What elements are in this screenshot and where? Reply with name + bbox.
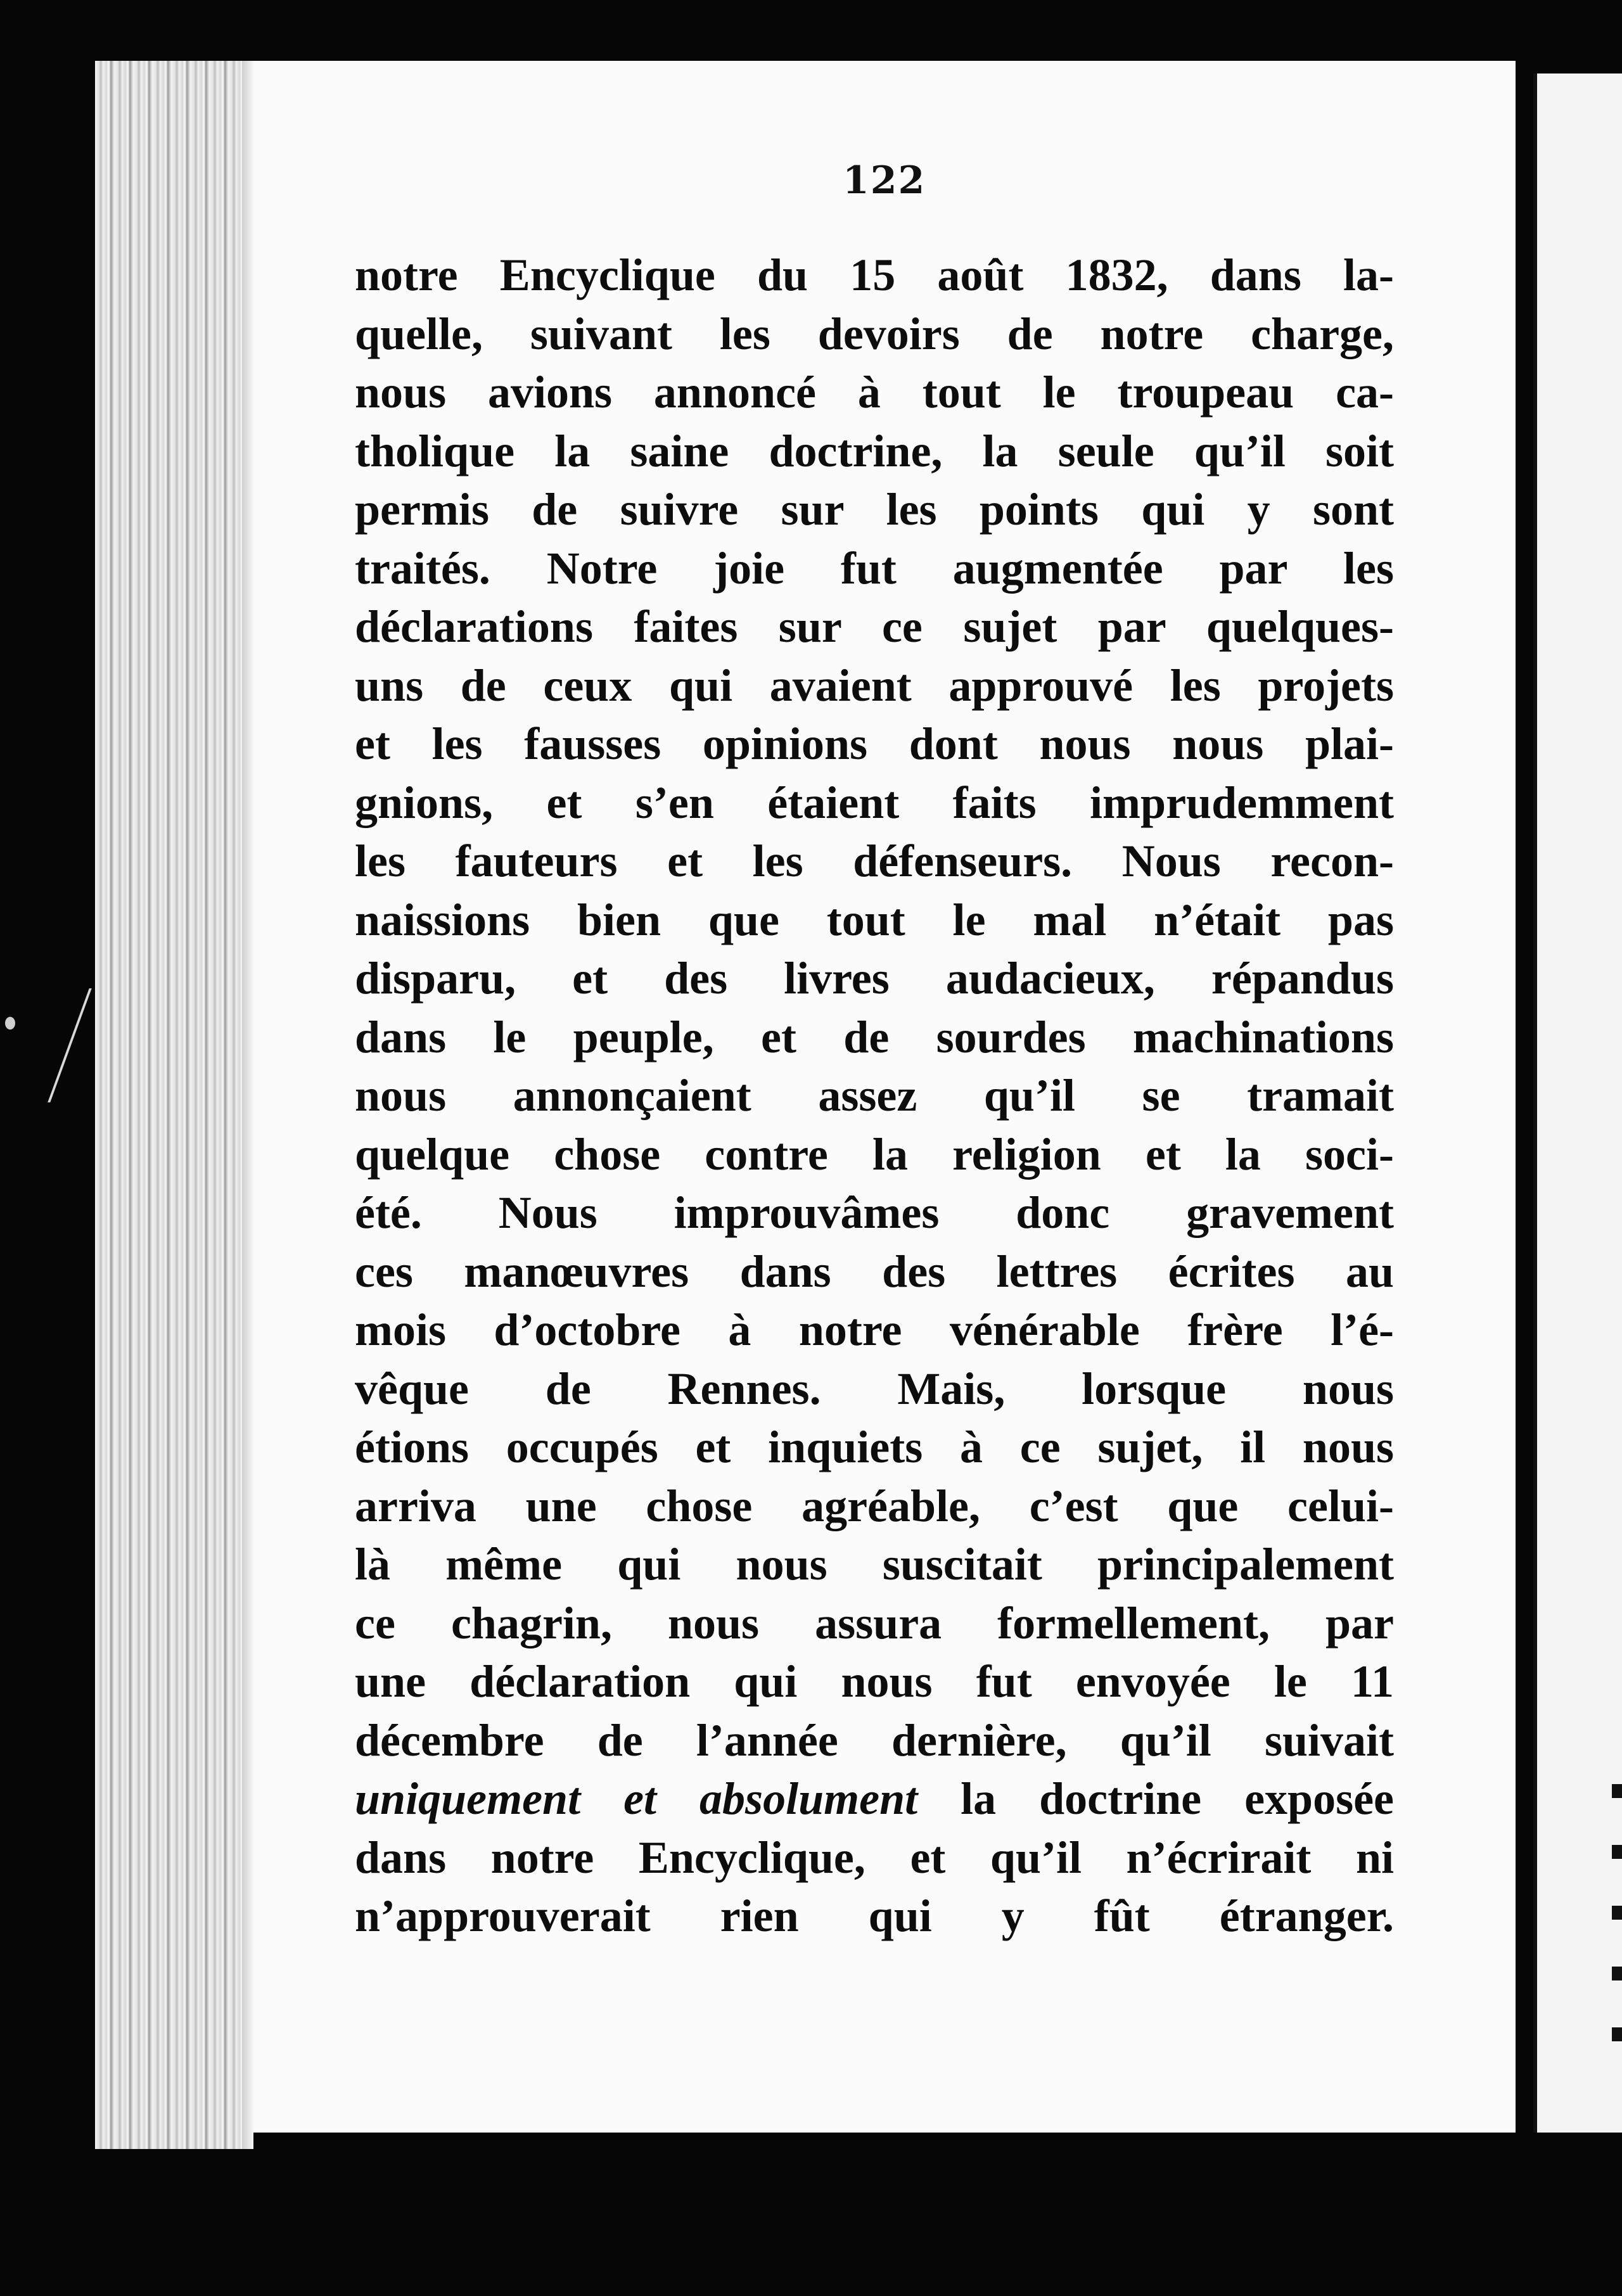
adjacent-page <box>1533 73 1622 2133</box>
text-line: ce chagrin, nous assura formellement, par <box>355 1597 1394 1649</box>
text-line: mois d’octobre à notre vénérable frère l’é- <box>355 1304 1394 1355</box>
text-line: traités. Notre joie fut augmentée par les <box>355 542 1394 594</box>
text-line: gnions, et s’en étaient faits imprudemment <box>355 777 1394 828</box>
scan-artifact-dot <box>5 1017 15 1030</box>
text-line: tholique la saine doctrine, la seule qu’il soit <box>355 425 1394 476</box>
text-line: là même qui nous suscitait principalement <box>355 1539 1394 1590</box>
text-line: une déclaration qui nous fut envoyée le 11 <box>355 1656 1394 1707</box>
text-line-rest: la doctrine exposée <box>917 1773 1395 1824</box>
body-text <box>355 246 1394 1946</box>
text-line: arriva une chose agréable, c’est que celui- <box>355 1480 1394 1531</box>
text-line: n’approuverait rien qui y fût étranger. <box>355 1891 1394 1941</box>
text-line: ces manœuvres dans des lettres écrites au <box>355 1246 1394 1297</box>
text-line: les fauteurs et les défenseurs. Nous recon- <box>355 836 1394 886</box>
text-line: permis de suivre sur les points qui y sont <box>355 484 1394 535</box>
text-line: uns de ceux qui avaient approuvé les projets <box>355 660 1394 711</box>
text-line: disparu, et des livres audacieux, répandus <box>355 953 1394 1004</box>
text-line: quelle, suivant les devoirs de notre charge, <box>355 308 1394 359</box>
text-line: déclarations faites sur ce sujet par quelques- <box>355 601 1394 652</box>
text-line: nous annonçaient assez qu’il se tramait <box>355 1070 1394 1121</box>
page-number: 122 <box>843 158 926 203</box>
scan-artifact-line <box>21 988 92 1102</box>
text-line: décembre de l’année dernière, qu’il suivait <box>355 1714 1394 1766</box>
text-line: et les fausses opinions dont nous nous plai- <box>355 718 1394 769</box>
text-line: vêque de Rennes. Mais, lorsque nous <box>355 1363 1394 1414</box>
text-line-with-italic <box>355 1770 1394 1828</box>
text-line: étions occupés et inquiets à ce sujet, il nous <box>355 1422 1394 1472</box>
text-line: dans le peuple, et de sourdes machinations <box>355 1011 1394 1062</box>
text-line: dans notre Encyclique, et qu’il n’écrirait ni <box>355 1832 1394 1883</box>
page-edges <box>95 61 253 2149</box>
text-line: naissions bien que tout le mal n’était pas <box>355 894 1394 945</box>
text-line: quelque chose contre la religion et la soci- <box>355 1128 1394 1180</box>
adjacent-page-print-marks <box>1612 1784 1622 2057</box>
text-line: notre Encyclique du 15 août 1832, dans la- <box>355 250 1394 300</box>
text-line: nous avions annoncé à tout le troupeau ca- <box>355 367 1394 418</box>
text-line: été. Nous improuvâmes donc gravement <box>355 1187 1394 1238</box>
italic-emphasis: uniquement et absolument <box>355 1773 918 1824</box>
